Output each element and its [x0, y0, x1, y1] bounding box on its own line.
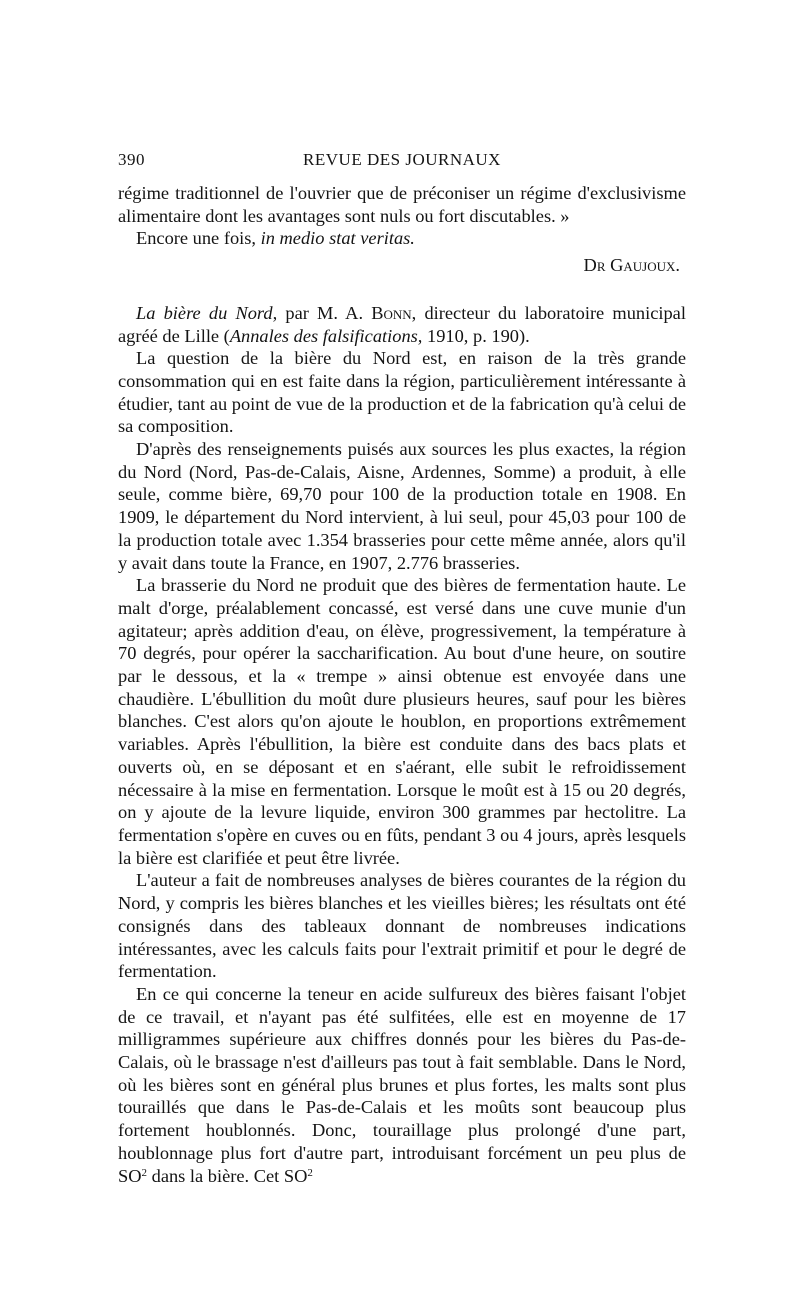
running-title: REVUE DES JOURNAUX	[303, 150, 501, 169]
article-source: Annales des falsifications,	[229, 325, 423, 346]
byline-pre: par M. A.	[285, 302, 364, 323]
closing-latin: in medio stat veritas.	[260, 228, 415, 249]
body-text	[118, 182, 686, 1187]
closing-line	[118, 227, 686, 250]
article-separator	[118, 277, 686, 302]
byline-post: directeur du laboratoire municipal agréé de Lille (	[118, 302, 686, 346]
last-paragraph-mid: dans la bière. Cet SO	[151, 1165, 308, 1186]
so2-subscript: 2	[307, 1166, 313, 1179]
source-post: 1910, p. 190).	[427, 325, 530, 346]
continuation-paragraph: régime traditionnel de l'ouvrier que de préconiser un régime d'exclusivisme alimentaire dont les avantages sont nuls ou fort discutables. »	[118, 183, 686, 226]
article-title: La bière du Nord,	[136, 302, 278, 323]
paragraph: La brasserie du Nord ne produit que des bières de fermentation haute. Le malt d'orge, préalablement concassé, est versé dans une cuve munie d'un agitateur; après addition d'eau, on élève, progressivement, la température à 70 degrés, pour opérer la saccharification. Au bout d'une heure, on soutire par le dessous, et la « trempe » ainsi obtenue est envoyée dans une chaudière. L'ébullition du moût dure plusieurs heures, sauf pour les bières blanches. C'est alors qu'on ajoute le houblon, en proportions extrêmement variables. Après l'ébullition, la bière est conduite dans des bacs plats et ouverts où, en se déposant et en s'aérant, elle subit le refroidissement nécessaire à la mise en fermentation. Lorsque le moût est à 15 ou 20 degrés, on y ajoute de la levure liquide, environ 300 grammes par hectolitre. La fermentation s'opère en cuves ou en fûts, pendant 3 ou 4 jours, après lesquels la bière est clarifiée et peut être livrée.	[118, 575, 686, 868]
so2-subscript: 2	[141, 1166, 148, 1179]
signature-name: Gaujoux.	[610, 255, 680, 276]
signature	[118, 254, 686, 277]
article-heading	[118, 302, 686, 347]
paragraph: L'auteur a fait de nombreuses analyses de bières courantes de la région du Nord, y compris les bières blanches et les vieilles bières; les résultats ont été consignés dans des tableaux donnant de nombreuses indications intéressantes, avec les calculs faits pour l'extrait primitif et pour le degré de fermentation.	[118, 870, 686, 982]
last-paragraph	[118, 983, 686, 1187]
page-header	[118, 150, 686, 182]
last-paragraph-pre: En ce qui concerne la teneur en acide sulfureux des bières faisant l'objet de ce travail, et n'ayant pas été sulfitées, elle est en moyenne de 17 milligrammes supérieure aux chiffres donnés pour les bières du Pas-de-Calais, où le brassage n'est d'ailleurs pas tout à fait semblable. Dans le Nord, où les bières sont en général plus brunes et plus fortes, les malts sont plus touraillés que dans le Pas-de-Calais et les moûts sont beaucoup plus fortement houblonnés. Donc, touraillage plus prolongé d'une part, houblonnage plus fort d'autre part, introduisant forcément un peu plus de SO	[118, 983, 686, 1186]
article-author: Bonn,	[371, 302, 417, 323]
paragraph: D'après des renseignements puisés aux sources les plus exactes, la région du Nord (Nord, Pas-de-Calais, Aisne, Ardennes, Somme) a produit, à elle seule, comme bière, 69,70 pour 100 de la production totale en 1908. En 1909, le département du Nord intervient, à lui seul, pour 45,03 pour 100 de la production totale avec 1.354 brasseries pour cette même année, alors qu'il y avait dans toute la France, en 1907, 2.776 brasseries.	[118, 439, 686, 573]
signature-title: Dr	[583, 255, 606, 276]
closing-prefix: Encore une fois,	[136, 228, 257, 249]
page-number: 390	[118, 150, 145, 169]
paragraph: La question de la bière du Nord est, en raison de la très grande consommation qui en est faite dans la région, particulièrement intéressante à étudier, tant au point de vue de la production et de la fabrication qu'à celui de sa composition.	[118, 348, 686, 437]
